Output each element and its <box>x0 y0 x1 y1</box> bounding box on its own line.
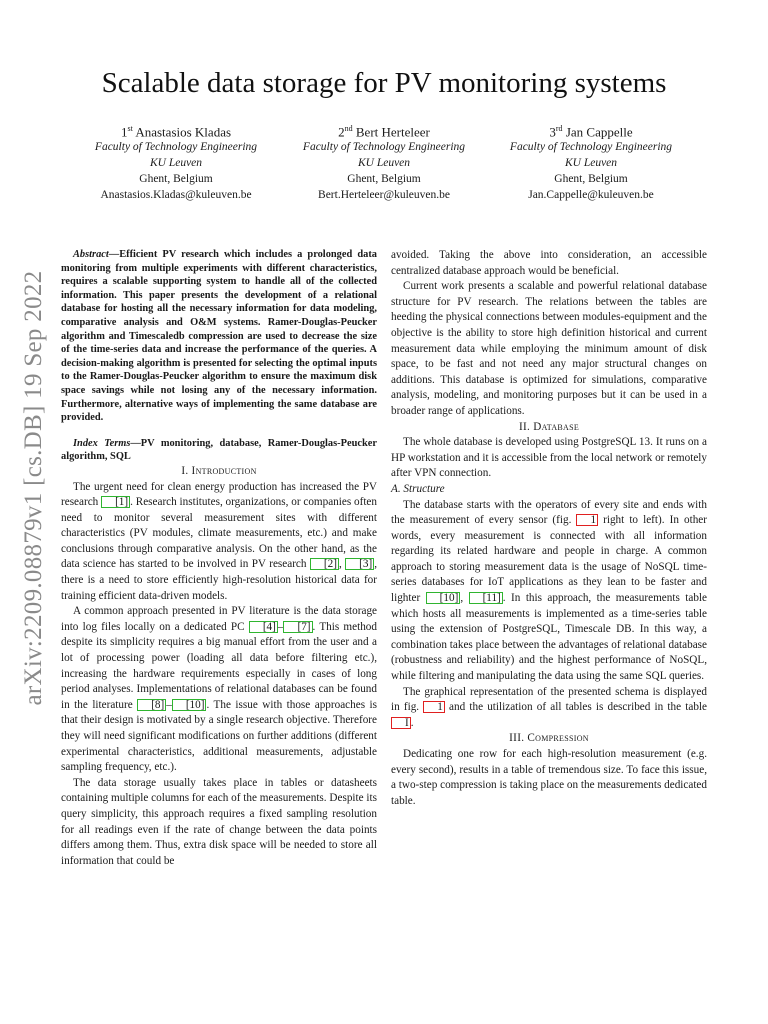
author-email[interactable]: Bert.Herteleer@kuleuven.be <box>318 188 450 201</box>
arxiv-identifier-text: arXiv:2209.08879v1 [cs.DB] 19 Sep 2022 <box>20 270 47 706</box>
author-email[interactable]: Anastasios.Kladas@kuleuven.be <box>100 188 252 201</box>
citation-link[interactable]: [4] <box>249 621 278 633</box>
author-name: 2nd Bert Herteleer <box>338 124 430 140</box>
citation-link[interactable]: [11] <box>469 592 503 604</box>
author-university: KU Leuven <box>149 157 203 170</box>
section-heading-compression: III. Compression <box>509 732 589 745</box>
author-block-2 <box>279 120 489 204</box>
intro-paragraph-1: The urgent need for clean energy production has increased the PV research [1] . Research institutes, organizations, or companies often need to monitor several measurement sites with different characteristics (PV modules, climate measurements, etc.) and make conclusions through comparative analysis. On the other hand, as the data science has started to be involved in PV research [2] , [3] , there is a need to store efficiently high-resolution historical data for training efficient data-driven models. <box>61 480 378 602</box>
author-university: KU Leuven <box>564 157 618 170</box>
author-name: 1st Anastasios Kladas <box>120 124 232 140</box>
citation-link[interactable]: [1] <box>101 496 130 508</box>
author-location: Ghent, Belgium <box>554 172 628 185</box>
author-location: Ghent, Belgium <box>347 172 421 185</box>
intro-paragraph-5: Current work presents a scalable and powerful relational database structure for PV research. The relations between the tables are heeding the physical connections between modules-equipment and the objective is the ability to store high definition historical and current measurement data while employing the minimum amount of disk space, to be fast and not need any major structural changes on additions. This database is optimized for simulations, comparative analysis, modeling, and monitoring purposes but it can be used in a broader range of applications. <box>391 280 707 417</box>
section-heading-database: II. Database <box>518 420 580 433</box>
author-location: Ghent, Belgium <box>139 172 213 185</box>
intro-paragraph-3: The data storage usually takes place in tables or datasheets containing multiple columns for each of the measurements. Despite its query simplicity, this approach requires a fixed sampling resolution for all readings even if the rate of change between the data points differs among them. Thus, extra disk space will be needed to store all information that could be <box>61 776 377 867</box>
paper-title: Scalable data storage for PV monitoring systems <box>101 67 667 99</box>
author-university: KU Leuven <box>357 157 411 170</box>
arxiv-identifier <box>16 268 52 708</box>
left-column <box>61 248 377 869</box>
figure-link[interactable]: 1 <box>576 514 598 526</box>
citation-link[interactable]: [3] <box>345 558 374 570</box>
citation-link[interactable]: [10] <box>172 699 207 711</box>
abstract: Abstract—Efficient PV research which includes a prolonged data monitoring from multiple experiments with different characteristics, requires a scalable supporting system to handle all of the collected information. This paper presents the development of a relational database for hosting all the necessary information for data modeling, comparative analysis and O&M systems. Ramer-Douglas-Peucker algorithm and Timescaledb compression are used to decrease the size of the time-series data and increase the performance of the queries. A decision-making algorithm is presented for selecting the optimal inputs to the Ramer-Douglas-Peucker algorithm to ensure the maximum disk space savings while not losing any of the necessary information. Furthermore, alternative ways of implementing the same database are provided. <box>61 249 377 424</box>
citation-link[interactable]: [10] <box>426 592 461 604</box>
citation-link[interactable]: [8] <box>137 699 166 711</box>
database-paragraph-3: The graphical representation of the presented schema is displayed in fig. 1 and the utilization of all tables is described in the table I . <box>391 685 707 729</box>
author-block-1 <box>71 120 281 204</box>
author-faculty: Faculty of Technology Engineering <box>302 141 466 154</box>
right-column <box>391 248 707 809</box>
citation-link[interactable]: [7] <box>283 621 312 633</box>
index-terms: Index Terms—PV monitoring, database, Ramer-Douglas-Peucker algorithm, SQL <box>61 437 377 463</box>
author-faculty: Faculty of Technology Engineering <box>509 141 673 154</box>
database-paragraph-1: The whole database is developed using PostgreSQL 13. It runs on a HP workstation and it is accessible from the local network or remotely after VPN connection. <box>391 436 707 480</box>
author-name: 3rd Jan Cappelle <box>549 124 633 140</box>
author-block-3 <box>486 120 696 204</box>
intro-paragraph-2: A common approach presented in PV literature is the data storage into log files locally on a dedicated PC [4] – [7] . This method despite its simplicity requires a big manual effort from the user and a lot of processing power (loading all data before filtering etc.), increasing the hardware requirements especially in cases of long period analyses. Implementations of relational databases can be found in the literature [8] – [10] . The issue with those approaches is that their design is motivated by a single research objective. Therefore they will need significant modifications on further additions (different experimental characteristics, additional measurements, adjustable sampling frequency, etc.). <box>61 605 377 774</box>
citation-link[interactable]: [2] <box>310 558 339 570</box>
database-paragraph-2: The database starts with the operators of every site and ends with the measurement of every sensor (fig. 1 right to left). In other words, every measurement is connected with all information regarding its related hardware and people in charge. A common approach to storing measurement data is the usage of NoSQL time-series databases for IoT applications as they lean to be faster and lighter [10] , [11] . In this approach, the measurements table which hosts all measurements is implemented as a time-series table using the extension of PostgreSQL, Timescale DB. In this way, a combination takes place between the advantages of relational database (robustness and reliability) and the highest performance of NoSQL, while filtering and manipulating the data using the same SQL queries. <box>391 498 707 683</box>
author-email[interactable]: Jan.Cappelle@kuleuven.be <box>528 188 654 201</box>
section-heading-introduction: I. Introduction <box>181 464 257 477</box>
table-link[interactable]: I <box>391 717 411 729</box>
intro-paragraph-4: avoided. Taking the above into consideration, an accessible centralized database approach would be beneficial. <box>391 249 707 277</box>
figure-link[interactable]: 1 <box>423 701 445 713</box>
author-faculty: Faculty of Technology Engineering <box>94 141 258 154</box>
compression-paragraph-1: Dedicating one row for each high-resolution measurement (e.g. every second), results in a table of tremendous size. To face this issue, a two-step compression is taking place on the measurements dedicated table. <box>391 748 707 807</box>
subsection-heading-structure: A. Structure <box>391 482 445 495</box>
